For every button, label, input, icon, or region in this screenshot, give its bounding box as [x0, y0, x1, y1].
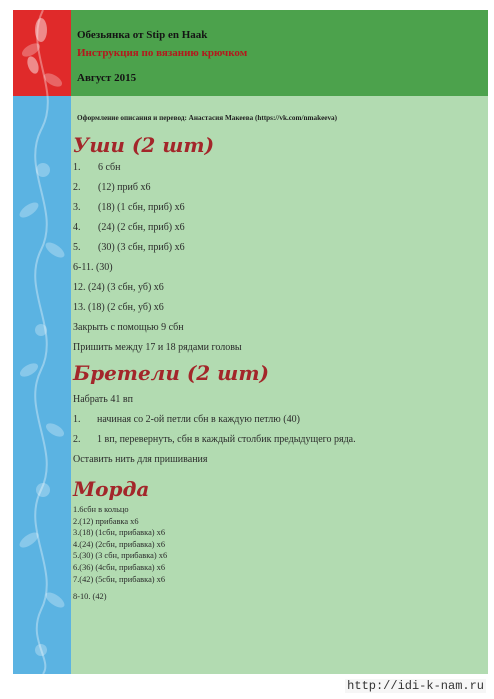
list-item: 4.(24) (2сбн, прибавка) х6	[73, 539, 166, 549]
list-item: 2.(12) прибавка х6	[73, 516, 139, 526]
list-item: 1.6сбн в кольцо	[73, 505, 129, 514]
list-item: Закрыть с помощью 9 сбн	[73, 322, 184, 333]
list-item: 6-11. (30)	[73, 262, 113, 273]
section-heading-muzzle: Морда	[73, 477, 150, 501]
list-item: Набрать 41 вп	[73, 394, 133, 405]
list-item: 1. 6 сбн	[73, 162, 121, 173]
list-item: 7.(42) (5сбн, прибавка) х6	[73, 574, 166, 584]
credit-line: Оформление описания и перевод: Анастасия Макеева (https://vk.com/nmakeeva)	[77, 114, 338, 122]
list-item: 2. 1 вп, перевернуть, сбн в каждый столбик предыдущего ряда.	[73, 434, 356, 445]
list-item: Оставить нить для пришивания	[73, 454, 208, 465]
watermark-url: http://idi-k-nam.ru	[347, 679, 484, 693]
document-page	[13, 10, 488, 674]
list-item: 1. начиная со 2-ой петли сбн в каждую петлю (40)	[73, 414, 300, 425]
list-item: Пришить между 17 и 18 рядами головы	[73, 342, 242, 353]
document-subtitle: Инструкция по вязанию крючком	[77, 47, 248, 59]
list-item: 6.(36) (4сбн, прибавка) х6	[73, 562, 166, 572]
section-heading-straps: Бретели (2 шт)	[73, 361, 269, 385]
instructions-content	[73, 132, 483, 603]
floral-ornament-icon	[13, 10, 71, 674]
list-item: 3. (18) (1 сбн, приб) х6	[73, 202, 185, 213]
list-item: 13. (18) (2 сбн, уб) х6	[73, 302, 164, 313]
list-item: 5. (30) (3 сбн, приб) х6	[73, 242, 185, 253]
section-heading-ears: Уши (2 шт)	[73, 133, 215, 157]
document-title: Обезьянка от Stip en Haak	[77, 29, 208, 41]
document-date: Август 2015	[77, 72, 137, 84]
list-item: 2. (12) приб х6	[73, 182, 151, 193]
list-item: 3.(18) (1сбн, прибавка) х6	[73, 528, 166, 538]
list-item: 8-10. (42)	[73, 592, 107, 602]
list-item: 5.(30) (3 сбн, прибавка) х6	[73, 551, 168, 561]
list-item: 12. (24) (3 сбн, уб) х6	[73, 282, 164, 293]
list-item: 4. (24) (2 сбн, приб) х6	[73, 222, 185, 233]
